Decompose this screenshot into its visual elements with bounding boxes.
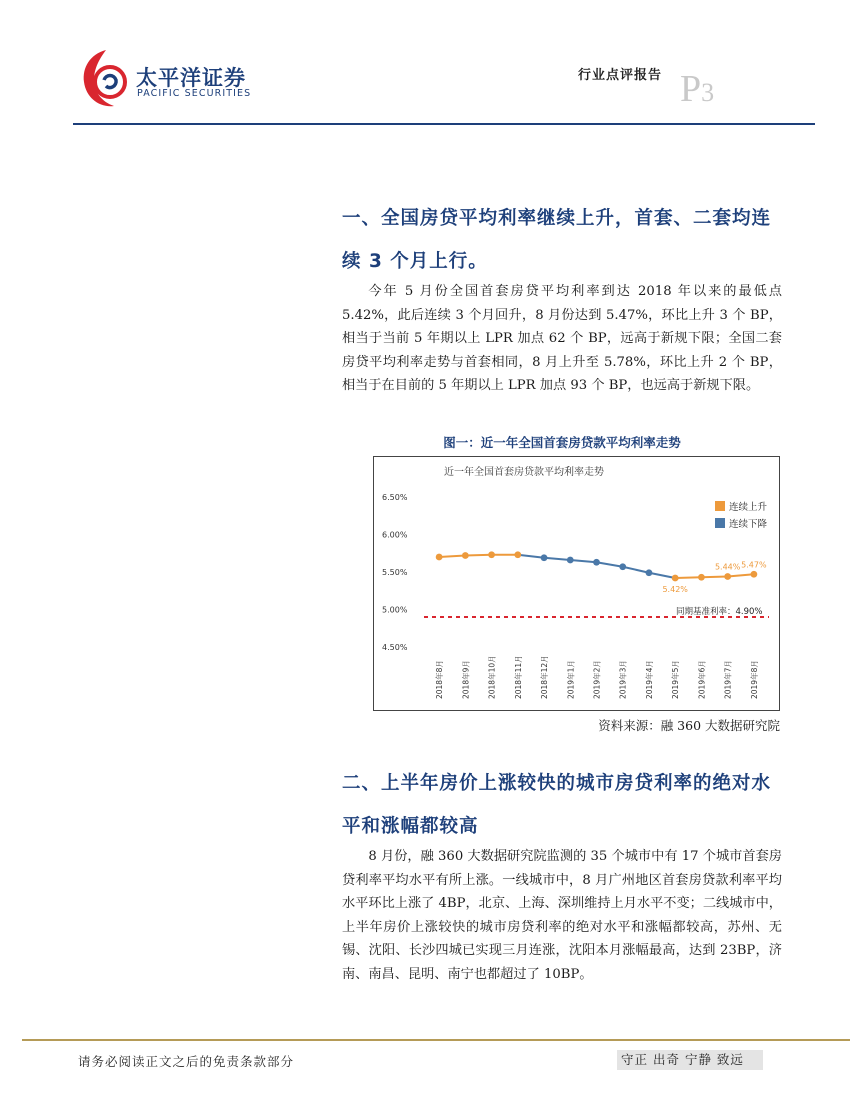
chart-frame bbox=[373, 456, 780, 711]
data-point bbox=[698, 574, 705, 581]
x-tick-label: 2019年5月 bbox=[671, 660, 681, 699]
data-point bbox=[541, 554, 548, 561]
data-point bbox=[514, 551, 521, 558]
section1-title-line1: 一、全国房贷平均利率继续上升，首套、二套均连 bbox=[342, 208, 772, 229]
legend-swatch-rise bbox=[715, 501, 725, 511]
footer-disclaimer: 请务必阅读正文之后的免责条款部分 bbox=[78, 1054, 295, 1069]
data-point bbox=[646, 569, 653, 576]
company-name-en: PACIFIC SECURITIES bbox=[137, 88, 252, 99]
x-tick-label: 2019年8月 bbox=[749, 660, 759, 699]
x-tick-label: 2018年8月 bbox=[435, 660, 445, 699]
y-tick-label: 6.00% bbox=[382, 530, 408, 540]
series-segment bbox=[649, 573, 675, 578]
data-point bbox=[593, 559, 600, 566]
footer-motto: 守正 出奇 宁静 致远 bbox=[617, 1050, 763, 1070]
data-point bbox=[567, 557, 574, 564]
company-name-cn: 太平洋证券 bbox=[136, 66, 246, 90]
series-segment bbox=[544, 558, 570, 560]
series-segment bbox=[623, 567, 649, 573]
data-point bbox=[488, 551, 495, 558]
legend-label-fall: 连续下降 bbox=[729, 519, 768, 530]
section2-title-line1: 二、上半年房价上涨较快的城市房贷利率的绝对水 bbox=[342, 773, 772, 794]
series-segment bbox=[701, 577, 727, 578]
x-tick-label: 2019年6月 bbox=[697, 660, 707, 699]
section1-body bbox=[342, 280, 782, 398]
header-divider bbox=[73, 123, 815, 125]
report-type: 行业点评报告 bbox=[578, 68, 663, 83]
x-tick-label: 2019年1月 bbox=[566, 660, 576, 699]
x-tick-label: 2018年9月 bbox=[461, 660, 471, 699]
footer-divider bbox=[22, 1039, 850, 1041]
data-label: 5.47% bbox=[741, 560, 767, 570]
x-tick-label: 2019年3月 bbox=[618, 660, 628, 699]
y-tick-label: 5.50% bbox=[382, 568, 408, 577]
x-tick-label: 2019年7月 bbox=[723, 660, 733, 699]
section1-paragraph: 今年 5 月份全国首套房贷平均利率到达 2018 年以来的最低点 5.42%，此后连续 3 个月回升，8 月份达到 5.47%，环比上升 3 个 BP，相当于当前 5 年期以上 LPR 加点 62 个 BP，远高于新规下限；全国二套房贷平均利率走势与首套相同，8 月上升至 5.78%，环比上升 2 个 BP，相当于在目前的 5 年期以上 LPR 加点 93 个 BP，也远高于新规下限。 bbox=[342, 284, 782, 393]
series-segment bbox=[570, 560, 596, 562]
series-segment bbox=[675, 577, 701, 578]
series-segment bbox=[439, 556, 465, 558]
x-tick-label: 2018年10月 bbox=[487, 655, 497, 699]
figure-source: 资料来源：融 360 大数据研究院 bbox=[598, 718, 780, 733]
page-digit: 3 bbox=[701, 78, 715, 107]
y-tick-label: 6.50% bbox=[382, 493, 408, 502]
series-segment bbox=[518, 555, 544, 558]
series-segment bbox=[728, 574, 754, 576]
y-tick-label: 5.00% bbox=[382, 605, 408, 615]
x-tick-label: 2018年11月 bbox=[513, 655, 523, 699]
line-chart bbox=[374, 457, 779, 710]
x-tick-label: 2018年12月 bbox=[540, 655, 550, 699]
legend-label-rise: 连续上升 bbox=[729, 502, 768, 513]
page-number bbox=[680, 70, 714, 108]
baseline-label: 同期基准利率：4.90% bbox=[676, 607, 763, 617]
data-point bbox=[672, 575, 679, 582]
data-label: 5.42% bbox=[662, 585, 688, 594]
section2-paragraph: 8 月份，融 360 大数据研究院监测的 35 个城市中有 17 个城市首套房贷利率平均水平有所上涨。一线城市中，8 月广州地区首套房贷款利率平均水平环比上涨了 4BP，北京、上海、深圳维持上月水平不变；二线城市中，上半年房价上涨较快的城市房贷利率的绝对水平和涨幅都较高，苏州、无锡、沈阳、长沙四城已实现三月连涨，沈阳本月涨幅最高，达到 23BP，济南、南昌、昆明、南宁也都超过了 10BP。 bbox=[342, 849, 782, 982]
data-point bbox=[750, 571, 757, 578]
section1-title-line2: 续 3 个月上行。 bbox=[342, 251, 488, 272]
data-point bbox=[462, 552, 469, 559]
series-segment bbox=[465, 555, 491, 556]
legend-swatch-fall bbox=[715, 518, 725, 528]
y-tick-label: 4.50% bbox=[382, 643, 408, 652]
section2-body bbox=[342, 845, 782, 986]
chart-title: 近一年全国首套房贷款平均利率走势 bbox=[444, 467, 604, 478]
data-point bbox=[436, 554, 443, 561]
figure-caption: 图一：近一年全国首套房贷款平均利率走势 bbox=[443, 435, 681, 450]
data-point bbox=[619, 563, 626, 570]
section2-title-line2: 平和涨幅都较高 bbox=[342, 816, 479, 837]
data-label: 5.44% bbox=[714, 562, 741, 572]
data-point bbox=[724, 573, 731, 580]
x-tick-label: 2019年2月 bbox=[592, 660, 602, 699]
x-tick-label: 2019年4月 bbox=[644, 660, 654, 699]
page-letter: P bbox=[680, 68, 702, 110]
series-segment bbox=[597, 562, 623, 567]
company-logo-icon bbox=[80, 46, 132, 110]
